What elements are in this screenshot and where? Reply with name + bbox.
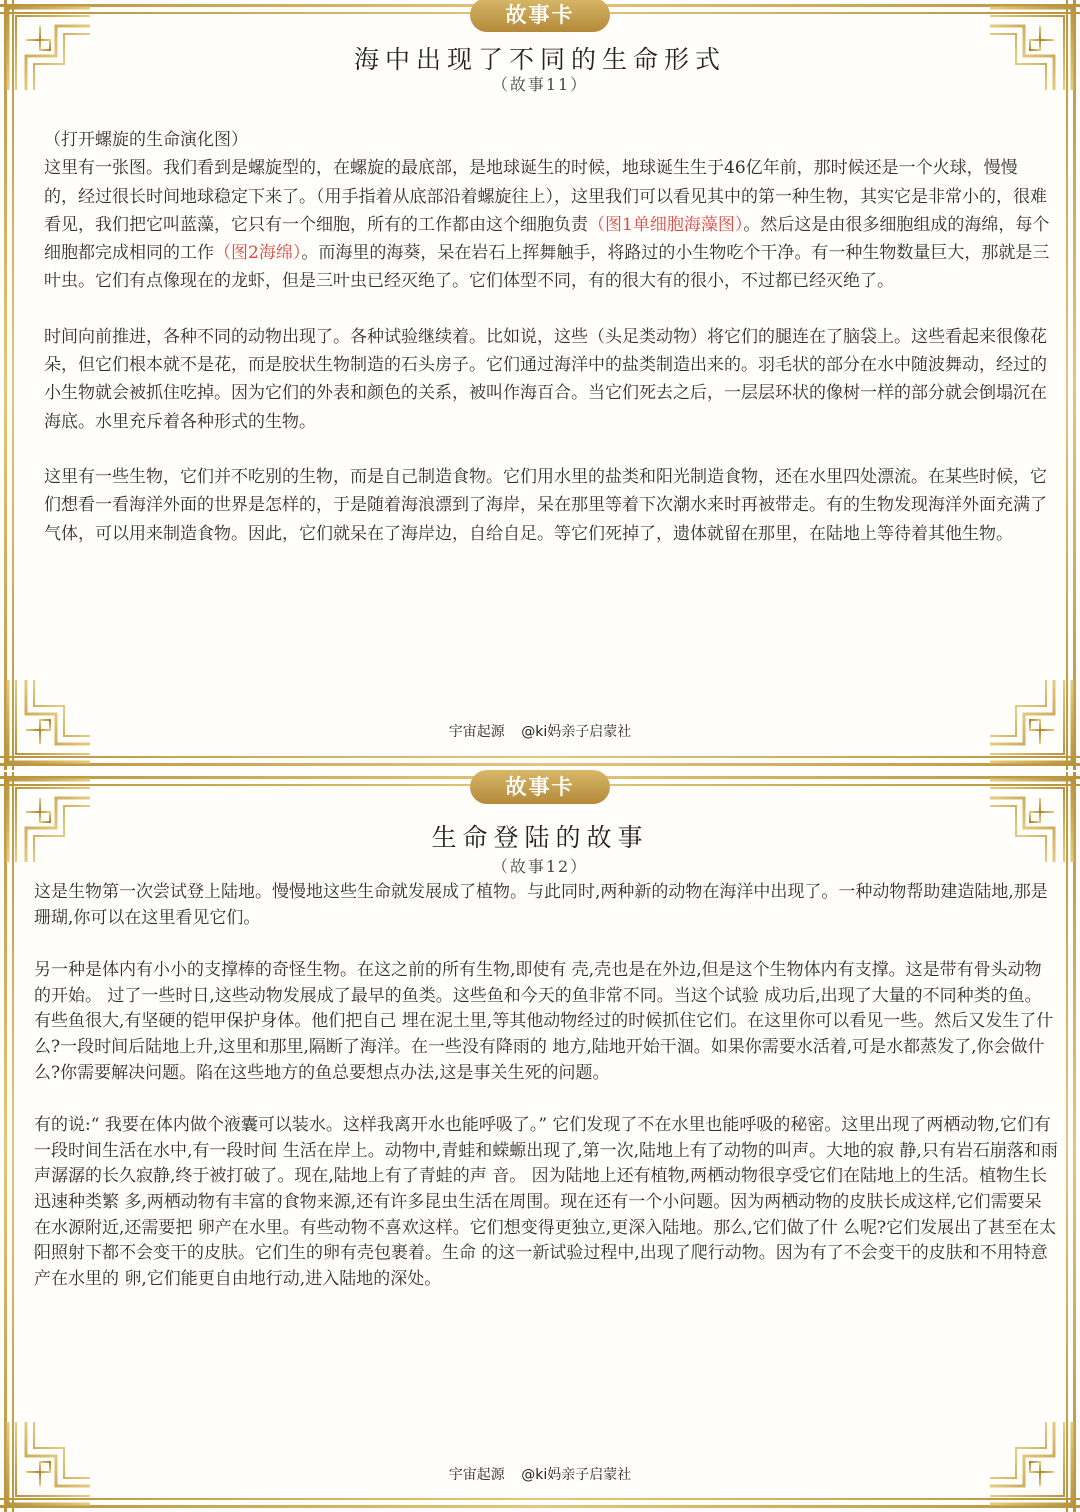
story-paragraph: 时间向前推进，各种不同的动物出现了。各种试验继续着。比如说，这些（头足类动物）将它们的腿连在了脑袋上。这些看起来很像花朵，但它们根本就不是花，而是胶状生物制造的石头房子。它们通过海洋中的盐类制造出来的。羽毛状的部分在水中随波舞动，经过的小生物就会被抓住吃掉。因为它们的外表和颜色的关系，被叫作海百合。当它们死去之后，一层层环状的像树一样的部分就会倒塌沉在海底。水里充斥着各种形式的生物。 — [44, 326, 1047, 432]
frame-border — [1073, 772, 1076, 1512]
story-card-badge: 故事卡 — [470, 0, 610, 32]
paragraph-text: 这里有一张图。我们看到是螺旋型的，在螺旋的最底部，是地球诞生的时候，地球诞生生于46亿年前，那时候还是一个火球，慢慢的，经过很长时间地球稳定下来了。（用手指着从底部沿着螺旋往上），这里我们可以看见其中的第一种生物，其实它是非常小的，很难看见，我们把它叫蓝藻，它只有一个细胞，所有的工作都由这个细胞负责 — [44, 158, 1047, 235]
frame-border — [0, 763, 1080, 766]
card-footer: 宇宙起源 @ki妈亲子启蒙社 — [448, 724, 632, 740]
story-card-12 — [0, 772, 1080, 1512]
figure-reference-2: （图2海绵） — [214, 243, 302, 264]
story-paragraph: 这里有一些生物，它们并不吃别的生物，而是自己制造食物。它们用水里的盐类和阳光制造食物，还在水里四处漂流。在某些时候，它们想看一看海洋外面的世界是怎样的，于是随着海浪漂到了海岸，呆在那里等着下次潮水来时再被带走。有的生物发现海洋外面充满了气体，可以用来制造食物。因此，它们就呆在了海岸边，自给自足。等它们死掉了，遗体就留在那里，在陆地上等待着其他生物。 — [44, 466, 1047, 544]
story-number: （故事11） — [491, 75, 589, 94]
frame-border — [1073, 0, 1076, 770]
story-title: 生命登陆的故事 — [431, 823, 649, 852]
paragraph-text: 。然后这是由很多细胞组成的海绵，每个细胞都完成相同的工作 — [44, 214, 1050, 264]
story-intro: （打开螺旋的生命演化图） — [44, 130, 248, 150]
frame-border — [1066, 0, 1068, 770]
frame-border — [0, 756, 1080, 758]
paragraph-text: 。而海里的海葵，呆在岩石上挥舞触手，将路过的小生物吃个干净。有一种生物数量巨大，那就是三叶虫。它们有点像现在的龙虾，但是三叶虫已经灭绝了。它们体型不同，有的很大有的很小，不过都已经灭绝了。 — [44, 243, 1050, 292]
card-footer: 宇宙起源 @ki妈亲子启蒙社 — [448, 1467, 632, 1483]
figure-reference-1: （图1单细胞海藻图） — [588, 214, 744, 235]
story-paragraph — [44, 154, 1050, 295]
story-paragraph: 另一种是体内有小小的支撑棒的奇怪生物。在这之前的所有生物,即使有 壳,壳也是在外边,但是这个生物体内有支撑。这是带有骨头动物的开始。 过了一些时日,这些动物发展成了最早的鱼类。这些鱼和今天的鱼非常不同。当这个试验 成功后,出现了大量的不同种类的鱼。有些鱼很大,有坚硬的铠甲保护身体。他们把自己 埋在泥土里,等其他动物经过的时候抓住它们。在这里你可以看见一些。然后又发生了什么?一段时间后陆地上升,这里和那里,隔断了海洋。在一些没有降雨的 地方,陆地开始干涸。如果你需要水活着,可是水都蒸发了,你会做什么?你需要解决问题。陷在这些地方的鱼总要想点办法,这是事关生死的问题。 — [34, 960, 1054, 1083]
frame-border — [1066, 772, 1068, 1512]
frame-border — [0, 1498, 1080, 1500]
frame-border — [12, 772, 14, 1512]
story-number: （故事12） — [491, 857, 589, 876]
story-card-badge: 故事卡 — [470, 770, 610, 804]
story-title: 海中出现了不同的生命形式 — [353, 45, 726, 74]
story-paragraph: 有的说:“ 我要在体内做个液囊可以装水。这样我离开水也能呼吸了。” 它们发现了不在水里也能呼吸的秘密。这里出现了两栖动物,它们有一段时间生活在水中,有一段时间 生活在岸上。动物中,青蛙和蝾螈出现了,第一次,陆地上有了动物的叫声。大地的寂 静,只有岩石崩落和雨声潺潺的长久寂静,终于被打破了。现在,陆地上有了青蛙的声 音。 因为陆地上还有植物,两栖动物很享受它们在陆地上的生活。植物生长迅速种类繁 多,两栖动物有丰富的食物来源,还有许多昆虫生活在周围。现在还有一个小问题。因为两栖动物的皮肤长成这样,它们需要呆在水源附近,还需要把 卵产在水里。有些动物不喜欢这样。它们想变得更独立,更深入陆地。那么,它们做了什 么呢?它们发展出了甚至在太阳照射下都不会变干的皮肤。它们生的卵有壳包裹着。生命 的这一新试验过程中,出现了爬行动物。因为有了不会变干的皮肤和不用特意产在水里的 卵,它们能更自由地行动,进入陆地的深处。 — [34, 1115, 1058, 1289]
frame-border — [4, 772, 7, 1512]
story-body — [34, 880, 1058, 1292]
frame-border — [4, 0, 7, 770]
story-body — [44, 126, 1050, 548]
story-paragraph: 这是生物第一次尝试登上陆地。慢慢地这些生命就发展成了植物。与此同时,两种新的动物在海洋中出现了。一种动物帮助建造陆地,那是珊瑚,你可以在这里看见它们。 — [34, 882, 1048, 928]
frame-border — [0, 1505, 1080, 1508]
frame-border — [12, 0, 14, 770]
